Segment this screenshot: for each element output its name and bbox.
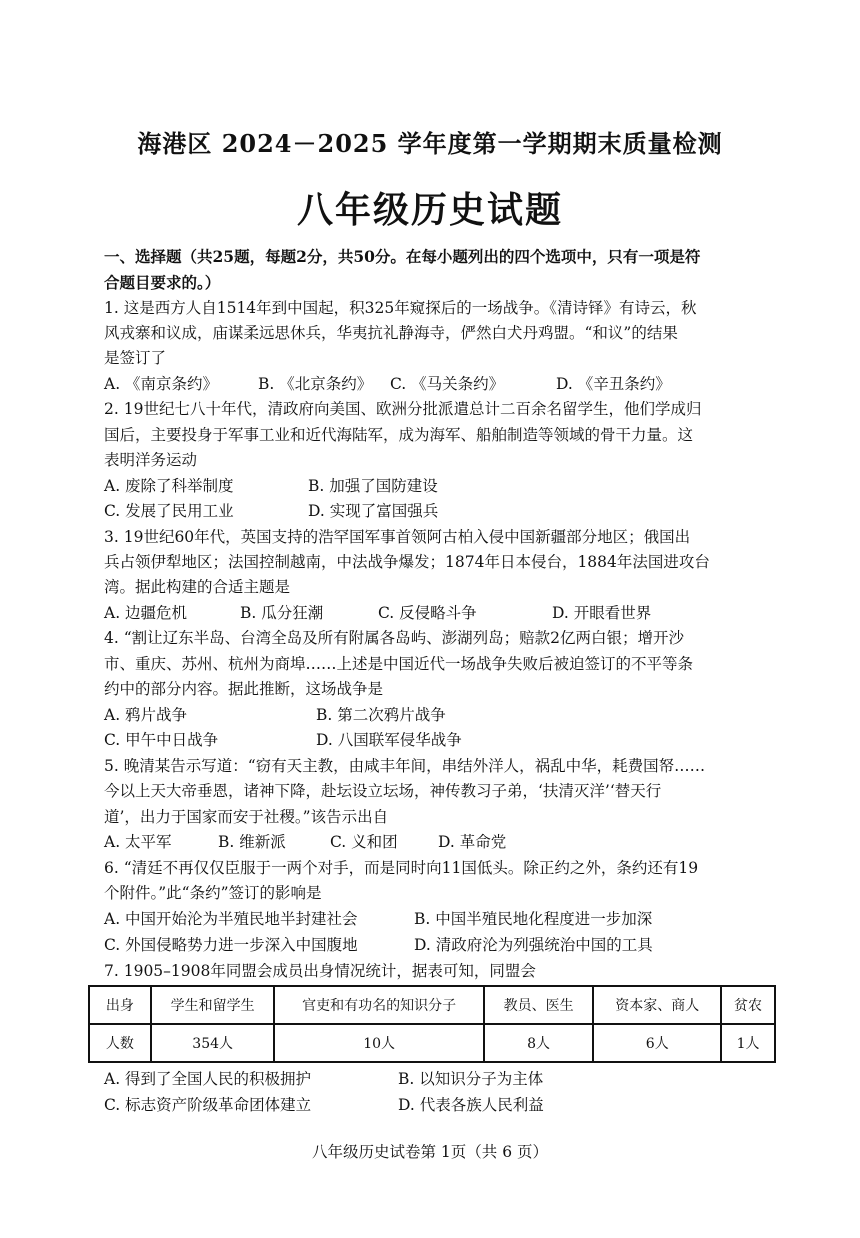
- q7-option-d: D. 代表各族人民利益: [398, 1096, 544, 1114]
- exam-header-title: 海港区 2024－2025 学年度第一学期期末质量检测: [137, 129, 723, 158]
- q1-option-a: A. 《南京条约》: [104, 375, 219, 393]
- table-header-cell: 学生和留学生: [151, 986, 275, 1024]
- q5-option-b: B. 维新派: [218, 833, 286, 851]
- q7-option-c: C. 标志资产阶级革命团体建立: [104, 1096, 312, 1114]
- q1-stem-line: 风戎寨和议成，庙谋柔远思休兵，华夷抗礼静海寺，俨然白犬丹鸡盟。“和议”的结果: [104, 324, 678, 342]
- section-instruction-line1: 一、选择题（共25题，每题2分，共50分。在每小题列出的四个选项中，只有一项是符: [104, 247, 701, 266]
- q3-stem-line: 湾。据此构建的合适主题是: [104, 578, 291, 596]
- table-cell: 人数: [89, 1024, 151, 1062]
- table-cell: 8人: [484, 1024, 594, 1062]
- q2-option-a: A. 废除了科举制度: [104, 477, 234, 495]
- q6-stem-line: 个附件。”此“条约”签订的影响是: [104, 884, 322, 902]
- q4-stem-line: 约中的部分内容。据此推断，这场战争是: [104, 680, 384, 698]
- q5-stem-line: 今以上天大帝垂恩，诸神下降，赴坛设立坛场，神传教习子弟，‘扶清灭洋’‘替天行: [104, 782, 662, 800]
- q3-option-b: B. 瓜分狂潮: [240, 604, 324, 622]
- q4-stem-line: 4. “割让辽东半岛、台湾全岛及所有附属各岛屿、澎湖列岛；赔款2亿两白银；增开沙: [104, 629, 685, 647]
- q3-stem-line: 3. 19世纪60年代，英国支持的浩罕国军事首领阿古柏入侵中国新疆部分地区；俄国出: [104, 528, 691, 546]
- q2-stem-line: 国后，主要投身于军事工业和近代海陆军，成为海军、船舶制造等领域的骨干力量。这: [104, 426, 694, 444]
- q2-option-c: C. 发展了民用工业: [104, 502, 234, 520]
- q1-stem-line: 是签订了: [104, 349, 167, 367]
- exam-subject-title: 八年级历史试题: [296, 189, 563, 231]
- q6-option-d: D. 清政府沦为列强统治中国的工具: [414, 936, 653, 954]
- q4-option-d: D. 八国联军侵华战争: [316, 731, 462, 749]
- q6-stem-line: 6. “清廷不再仅仅臣服于一两个对手，而是同时向11国低头。除正约之外，条约还有19: [104, 859, 699, 877]
- q6-option-a: A. 中国开始沦为半殖民地半封建社会: [104, 910, 358, 928]
- q2-option-d: D. 实现了富国强兵: [308, 502, 439, 520]
- q5-option-d: D. 革命党: [438, 833, 507, 851]
- q3-option-d: D. 开眼看世界: [552, 604, 652, 622]
- table-header-cell: 出身: [89, 986, 151, 1024]
- q5-stem-line: 道’，出力于国家而安于社稷。”该告示出自: [104, 808, 389, 826]
- q7-statistics-table: [88, 985, 776, 1063]
- q3-stem-line: 兵占领伊犁地区；法国控制越南，中法战争爆发；1874年日本侵台，1884年法国进攻台: [104, 553, 710, 571]
- q1-option-b: B. 《北京条约》: [258, 375, 373, 393]
- q2-stem-line: 2. 19世纪七八十年代，清政府向美国、欧洲分批派遣总计二百余名留学生，他们学成归: [104, 400, 702, 418]
- q4-stem-line: 市、重庆、苏州、杭州为商埠……上述是中国近代一场战争失败后被迫签订的不平等条: [104, 655, 694, 673]
- q7-option-a: A. 得到了全国人民的积极拥护: [104, 1070, 312, 1088]
- table-header-cell: 资本家、商人: [593, 986, 721, 1024]
- table-row: [89, 1024, 775, 1062]
- q1-stem-line: 1. 这是西方人自1514年到中国起，积325年窥探后的一场战争。《清诗铎》有诗云，秋: [104, 299, 697, 317]
- table-header-cell: 贫农: [721, 986, 775, 1024]
- q3-option-c: C. 反侵略斗争: [378, 604, 477, 622]
- page-footer: 八年级历史试卷第 1页（共 6 页）: [311, 1143, 548, 1161]
- q7-option-b: B. 以知识分子为主体: [398, 1070, 544, 1088]
- q2-option-b: B. 加强了国防建设: [308, 477, 438, 495]
- q6-option-c: C. 外国侵略势力进一步深入中国腹地: [104, 936, 358, 954]
- q1-option-c: C. 《马关条约》: [390, 375, 505, 393]
- table-cell: 6人: [593, 1024, 721, 1062]
- table-cell: 1人: [721, 1024, 775, 1062]
- q4-option-c: C. 甲午中日战争: [104, 731, 219, 749]
- table-cell: 354人: [151, 1024, 275, 1062]
- section-instruction-line2: 合题目要求的。）: [104, 273, 221, 292]
- table-header-cell: 官吏和有功名的知识分子: [274, 986, 483, 1024]
- table-cell: 10人: [274, 1024, 483, 1062]
- q3-option-a: A. 边疆危机: [104, 604, 188, 622]
- q1-option-d: D. 《辛丑条约》: [556, 375, 671, 393]
- q5-stem-line: 5. 晚清某告示写道：“窃有天主教，由咸丰年间，串结外洋人，祸乱中华，耗费国帑……: [104, 757, 706, 775]
- q7-stem-line: 7. 1905–1908年同盟会成员出身情况统计，据表可知，同盟会: [104, 962, 536, 980]
- q2-stem-line: 表明洋务运动: [104, 451, 198, 469]
- table-header-row: [89, 986, 775, 1024]
- table-header-cell: 教员、医生: [484, 986, 594, 1024]
- q4-option-b: B. 第二次鸦片战争: [316, 706, 446, 724]
- q6-option-b: B. 中国半殖民地化程度进一步加深: [414, 910, 653, 928]
- q5-option-a: A. 太平军: [104, 833, 172, 851]
- q4-option-a: A. 鸦片战争: [104, 706, 188, 724]
- q5-option-c: C. 义和团: [330, 833, 398, 851]
